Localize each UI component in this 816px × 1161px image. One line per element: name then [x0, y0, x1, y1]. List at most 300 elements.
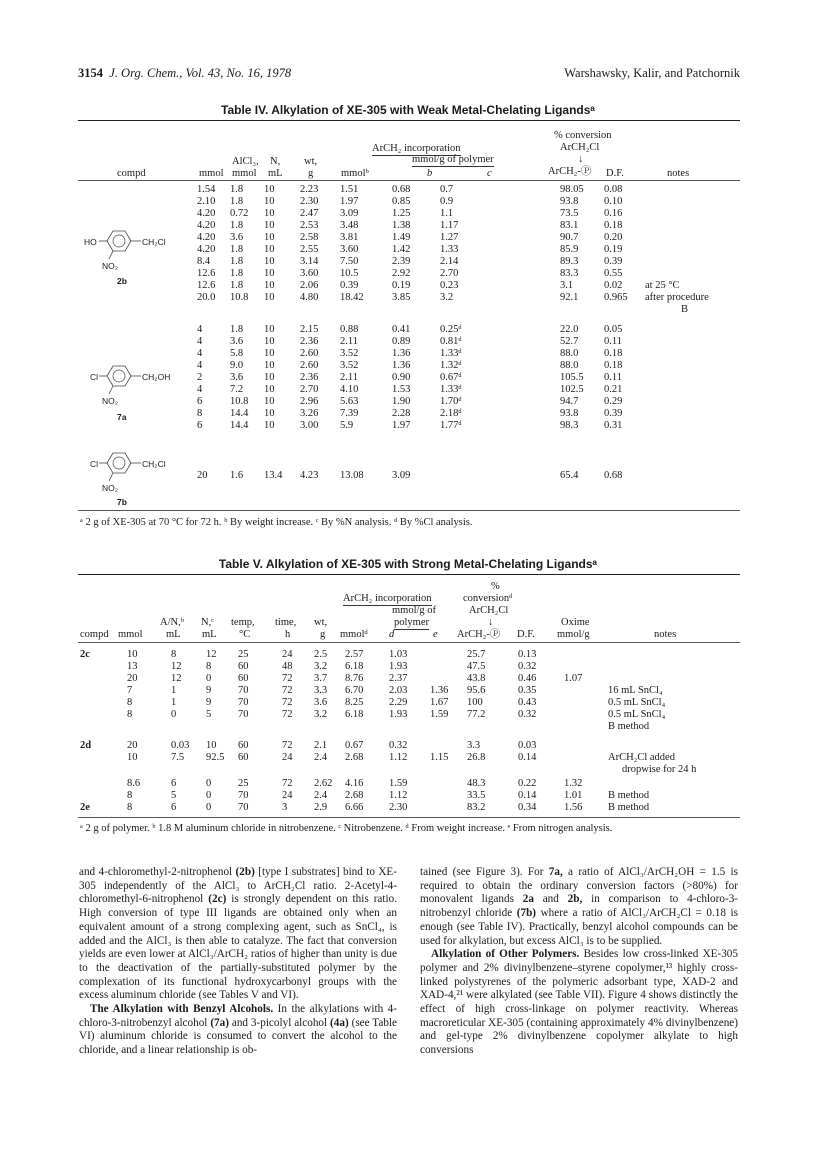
table5-cell: 0.03	[171, 740, 190, 751]
table5-cell: 70	[238, 697, 249, 708]
text-run: in comparison to 4-chloro-3-nitrobenzyl chloride	[420, 893, 739, 920]
table4-cell: 0.16	[604, 208, 623, 219]
header-compd: compd	[80, 629, 109, 640]
table4-cell: 4.10	[340, 384, 359, 395]
header-incorporation-sub: mmol/g of polymer	[412, 154, 494, 165]
table4-cell: 2.70	[440, 268, 459, 279]
header-wt: wt,	[314, 617, 328, 628]
table5-cell: 0.32	[389, 740, 408, 751]
table4-cell: 0.05	[604, 324, 623, 335]
table4-cell: at 25 °C	[645, 280, 680, 291]
table4-cell: 0.19	[604, 244, 623, 255]
table5-cell: 0.13	[518, 649, 537, 660]
table4-cell: 10	[264, 372, 275, 383]
table4-cell: 10	[264, 208, 275, 219]
table5-cell: 1	[171, 685, 177, 696]
table5-cell: 3.7	[314, 673, 328, 684]
table5-cell: 8	[171, 649, 177, 660]
table4-cell: 1.70ᵈ	[440, 396, 462, 407]
text-run: (7a)	[210, 1016, 229, 1029]
table5-cell: 9	[206, 697, 212, 708]
table4-cell: 3.52	[340, 360, 359, 371]
table5-cell: 0.03	[518, 740, 537, 751]
header-incorporation: ArCH₂ incorporation	[343, 593, 432, 604]
table4-cell: 2.23	[300, 184, 319, 195]
table4-cell: 10	[264, 280, 275, 291]
header-conversion-from: ArCH₂Cl	[469, 605, 509, 616]
header-conversion-to: ArCH₂-Ⓟ	[457, 629, 501, 640]
table5-cell: ArCH₂Cl added	[608, 752, 675, 763]
table5-cell: 77.2	[467, 709, 486, 720]
table5-cell: 0	[206, 778, 212, 789]
table4-cell: 1.17	[440, 220, 459, 231]
table5-cell: 1.93	[389, 661, 408, 672]
table5-cell: 72	[282, 740, 293, 751]
header-mmolb: mmolᵇ	[341, 168, 369, 179]
section-heading: Alkylation of Other Polymers.	[431, 948, 580, 961]
table4-cell: 0.29	[604, 396, 623, 407]
table5-cell: 1.56	[564, 802, 583, 813]
table4-cell: 92.1	[560, 292, 579, 303]
table5-cell: 7	[127, 685, 133, 696]
table5-cell: 2.5	[314, 649, 328, 660]
header-an-unit: mL	[166, 629, 181, 640]
table4-cell: 89.3	[560, 256, 579, 267]
table4-cell: 20.0	[197, 292, 216, 303]
table4-cell: 88.0	[560, 348, 579, 359]
table4-cell: 2.36	[300, 336, 319, 347]
table4-cell: 4.80	[300, 292, 319, 303]
table5-cell: 25	[238, 649, 249, 660]
text-run: (7b)	[516, 907, 537, 920]
table5-cell: 0.43	[518, 697, 537, 708]
table4-cell: 0.20	[604, 232, 623, 243]
paragraph	[420, 948, 738, 1058]
table4-cell: 14.4	[230, 420, 249, 431]
table4-cell: 4.20	[197, 232, 216, 243]
table5-cell: 2.30	[389, 802, 408, 813]
table4-cell: 18.42	[340, 292, 364, 303]
table5-cell: 70	[238, 802, 249, 813]
table5-cell: 72	[282, 685, 293, 696]
table5-cell: 3.6	[314, 697, 328, 708]
table5-cell: 2.62	[314, 778, 333, 789]
table4-cell: 5.8	[230, 348, 244, 359]
table5-cell: 0	[206, 790, 212, 801]
table4-cell: 0.41	[392, 324, 411, 335]
table5-cell: 72	[282, 778, 293, 789]
table4-cell: 0.31	[604, 420, 623, 431]
text-run: and	[533, 893, 568, 906]
table4-cell: 0.21	[604, 384, 623, 395]
table4-cell: 10	[264, 384, 275, 395]
table4-cell: 10.5	[340, 268, 359, 279]
table4-cell: 0.08	[604, 184, 623, 195]
table5-cell: 1.03	[389, 649, 408, 660]
table5-cell: 6.70	[345, 685, 364, 696]
table5-cell: 0.14	[518, 790, 537, 801]
table4-cell: 3.00	[300, 420, 319, 431]
table4-cell: 2.28	[392, 408, 411, 419]
table4-cell: 1.51	[340, 184, 359, 195]
table5-cell: 26.8	[467, 752, 486, 763]
table4-footnote: ᵃ 2 g of XE-305 at 70 °C for 72 h. ᵇ By weight increase. ᶜ By %N analysis. ᵈ By %Cl analysis.	[80, 517, 473, 528]
table4-bottom-rule	[78, 510, 740, 511]
table4-cell: B	[681, 304, 689, 315]
table4-cell: 1.38	[392, 220, 411, 231]
table4-cell: 10.8	[230, 396, 249, 407]
table5-cell: 5	[171, 790, 177, 801]
running-header	[78, 66, 740, 82]
table4-cell: 2.60	[300, 360, 319, 371]
header-n: N,	[270, 156, 281, 167]
table4-cell: 4	[197, 348, 203, 359]
table4-cell: 2.39	[392, 256, 411, 267]
compound-7a-sub: NO₂	[102, 396, 119, 406]
paragraph	[79, 1003, 397, 1058]
table4-top-rule	[78, 120, 740, 121]
table4-cell: 4	[197, 384, 203, 395]
text-run: 2b,	[567, 893, 583, 906]
table4-cell: 2.30	[300, 196, 319, 207]
table4-cell: 0.18	[604, 348, 623, 359]
header-mmold: mmolᵈ	[340, 629, 368, 640]
table5-cell: 4.16	[345, 778, 364, 789]
table4-cell: 1.1	[440, 208, 454, 219]
table4-cell: 22.0	[560, 324, 579, 335]
header-temp-unit: °C	[239, 629, 251, 640]
table5-cell: 8	[127, 790, 133, 801]
table4-cell: 1.8	[230, 196, 244, 207]
body-column-right	[420, 866, 738, 1058]
table4-cell: 10	[264, 256, 275, 267]
header-conversion-arrow-icon: ↓	[578, 154, 584, 165]
table5-cell: 8.6	[127, 778, 141, 789]
header-temp: temp,	[231, 617, 255, 628]
table4-cell: 1.36	[392, 360, 411, 371]
header-compd: compd	[117, 168, 146, 179]
table4-cell: 1.32ᵈ	[440, 360, 462, 371]
page-number: 3154	[78, 66, 103, 80]
table4-cell: 2.14	[440, 256, 459, 267]
table5-cell: 6.66	[345, 802, 364, 813]
table4-cell: 1.27	[440, 232, 459, 243]
table5-cell: 72	[282, 673, 293, 684]
table5-cell: 20	[127, 740, 138, 751]
table4-cell: 83.3	[560, 268, 579, 279]
text-run: (4a)	[330, 1016, 349, 1029]
table4-cell: 3.85	[392, 292, 411, 303]
paragraph	[79, 866, 397, 1003]
table4-cell: 5.9	[340, 420, 354, 431]
table4-cell: 7.2	[230, 384, 244, 395]
table5-cell: 2.68	[345, 752, 364, 763]
table5-cell: 0.14	[518, 752, 537, 763]
table4-cell: 93.8	[560, 196, 579, 207]
header-b: b	[427, 168, 433, 179]
table4-cell: 4.20	[197, 208, 216, 219]
table5-cell: 1.07	[564, 673, 583, 684]
table5-cell: 12	[206, 649, 217, 660]
table4-cell: 0.89	[392, 336, 411, 347]
table4-cell: 2.15	[300, 324, 319, 335]
header-conversion-to: ArCH₂-Ⓟ	[548, 166, 592, 177]
authors: Warshawsky, Kalir, and Patchornik	[564, 66, 740, 80]
table4-cell: 1.8	[230, 268, 244, 279]
table4-cell: 1.8	[230, 184, 244, 195]
header-oxime: Oxime	[561, 617, 590, 628]
table5-cell: 10	[127, 649, 138, 660]
header-n-unit: mL	[268, 168, 283, 179]
header-conversion: % conversion	[554, 130, 612, 141]
table5-cell: 2.57	[345, 649, 364, 660]
table4-cell: 2.11	[340, 372, 358, 383]
table4-cell: 8	[197, 408, 203, 419]
table4-cell: 10	[264, 420, 275, 431]
table4-cell: 10	[264, 244, 275, 255]
table4-cell: 3.52	[340, 348, 359, 359]
text-run: a ratio of AlCl₃/ArCH₂OH = 1.5 is required to obtain the ordinary conversion factors (>80%) for monovalent ligands	[420, 866, 738, 906]
table4-cell: 3.6	[230, 372, 244, 383]
table5-cell: 70	[238, 709, 249, 720]
table5-cell: 25.7	[467, 649, 486, 660]
table4-cell: 10	[264, 408, 275, 419]
table4-cell: 0.72	[230, 208, 249, 219]
table4-cell: 1.8	[230, 220, 244, 231]
table5-cell: B method	[608, 790, 650, 801]
table4-cell: 0.9	[440, 196, 454, 207]
table4-cell: 6	[197, 420, 203, 431]
text-run: (2c)	[208, 893, 227, 906]
table4-cell: 3.2	[440, 292, 454, 303]
table4-cell: 0.85	[392, 196, 411, 207]
table4-cell: 52.7	[560, 336, 579, 347]
header-alcl3-unit: mmol	[232, 168, 257, 179]
table4-cell: 10	[264, 360, 275, 371]
header-e: e	[433, 629, 438, 640]
table5-cell: 83.2	[467, 802, 486, 813]
table4-cell: 0.965	[604, 292, 628, 303]
text-run: In the alkylations with 4-chloro-3-nitrobenzyl alcohol	[79, 1003, 398, 1029]
table5-cell: 8	[127, 802, 133, 813]
header-notes: notes	[654, 629, 677, 640]
compound-7a-label: 7a	[117, 412, 127, 422]
table5-cell: 7.5	[171, 752, 185, 763]
table5-cell: 1.32	[564, 778, 583, 789]
table5-cell: 6	[171, 778, 177, 789]
table4-cell: 1.49	[392, 232, 411, 243]
header-conversion: conversionᵈ	[463, 593, 513, 604]
table5-cell: 3.2	[314, 661, 328, 672]
table5-cell: 47.5	[467, 661, 486, 672]
table5-cell: 9	[206, 685, 212, 696]
table4-cell: 0.19	[392, 280, 411, 291]
table4-cell: 0.39	[340, 280, 359, 291]
table4-cell: 88.0	[560, 360, 579, 371]
text-run: tained (see Figure 3). For	[420, 866, 549, 878]
table5-cell: 2.9	[314, 802, 328, 813]
table4-cell: 13.4	[264, 470, 283, 481]
table4-cell: 1.90	[392, 396, 411, 407]
table4-cell: 0.88	[340, 324, 359, 335]
paragraph	[420, 866, 738, 948]
table5-cell: 1.36	[430, 685, 449, 696]
header-conversion-arrow-icon: ↓	[488, 617, 494, 628]
table5-cell: 43.8	[467, 673, 486, 684]
table4-cell: 10	[264, 396, 275, 407]
table4-cell: 0.18	[604, 220, 623, 231]
table5-cell: 6	[171, 802, 177, 813]
header-notes: notes	[667, 168, 690, 179]
table5-cell: 60	[238, 752, 249, 763]
table5-cell: 24	[282, 790, 293, 801]
table4-cell: 1.97	[340, 196, 359, 207]
table4-cell: 1.54	[197, 184, 216, 195]
table5-cell: 2.4	[314, 752, 328, 763]
header-d: d	[389, 629, 395, 640]
table4-cell: 10	[264, 196, 275, 207]
table5-cell: 3.2	[314, 709, 328, 720]
table5-cell: 33.5	[467, 790, 486, 801]
text-run: is strongly dependent on this ratio. High conversion of type III ligands are obtained only when an equivalent amount of a strong complexing agent, such as SnCl₄, is added and the AlCl₃ is then able to catalyze. The fact that conversion yields are even lower at AlCl₃/ArCH₂ ratios of higher than unity is due to the deactivation of the partially-substituted polymer by the complexation of its functional hydroxycarbonyl groups with the excess aluminum chloride (see Tables V and VI).	[79, 893, 397, 1002]
table5-cell: 1.01	[564, 790, 583, 801]
header-df: D.F.	[517, 629, 535, 640]
table4-cell: 0.25ᵈ	[440, 324, 462, 335]
table4-cell: 3.09	[340, 208, 359, 219]
table4-cell: 0.02	[604, 280, 623, 291]
header-time: time,	[275, 617, 297, 628]
compound-7b-right: CH₂Cl	[142, 459, 166, 469]
table4-cell: 10	[264, 232, 275, 243]
table4-cell: 2.18ᵈ	[440, 408, 462, 419]
header-conversion-from: ArCH₂Cl	[560, 142, 600, 153]
table4-cell: 4.23	[300, 470, 319, 481]
table4-cell: 3.09	[392, 470, 411, 481]
table5-cell: 2.03	[389, 685, 408, 696]
table5-cell: 8	[127, 709, 133, 720]
table5-cell: 2d	[80, 740, 92, 751]
table4-cell: 0.18	[604, 360, 623, 371]
table5-cell: 0.22	[518, 778, 537, 789]
header-alcl3: AlCl₃,	[232, 156, 259, 167]
table5-cell: 0.67	[345, 740, 364, 751]
table5-cell: 1.67	[430, 697, 449, 708]
table4-cell: 0.23	[440, 280, 459, 291]
compound-2b-right: CH₂Cl	[142, 237, 166, 247]
table4-cell: 93.8	[560, 408, 579, 419]
table5-cell: 1.93	[389, 709, 408, 720]
table5-cell: 16 mL SnCl₄	[608, 685, 663, 696]
table4-cell: 13.08	[340, 470, 364, 481]
table4-cell: 73.5	[560, 208, 579, 219]
table4-cell: 105.5	[560, 372, 584, 383]
table4-cell: 0.67ᵈ	[440, 372, 462, 383]
table5-cell: 0.46	[518, 673, 537, 684]
table5-cell: 60	[238, 740, 249, 751]
table5-cell: 2.37	[389, 673, 408, 684]
table5-cell: 8	[206, 661, 212, 672]
table5-cell: 3.3	[467, 740, 481, 751]
table4-cell: 9.0	[230, 360, 244, 371]
text-run: (see Table VI) aluminum chloride is consumed to convert the alcohol to the chloride, and a linear relationship is ob-	[79, 1016, 397, 1057]
table5-cell: 70	[238, 790, 249, 801]
table5-cell: 24	[282, 649, 293, 660]
table4-cell: 4.20	[197, 220, 216, 231]
table4-cell: after procedure	[645, 292, 709, 303]
header-wt-unit: g	[320, 629, 326, 640]
table4-cell: 7.50	[340, 256, 359, 267]
table4-cell: 10	[264, 324, 275, 335]
table4-cell: 8.4	[197, 256, 211, 267]
table4-cell: 1.36	[392, 348, 411, 359]
table4-cell: 10	[264, 220, 275, 231]
table4-cell: 6	[197, 396, 203, 407]
table5-cell: 70	[238, 685, 249, 696]
table4-cell: 3.26	[300, 408, 319, 419]
table5-cell: 8	[127, 697, 133, 708]
table4-cell: 1.25	[392, 208, 411, 219]
table4-cell: 1.8	[230, 280, 244, 291]
table5-cell: 0	[206, 673, 212, 684]
table4-cell: 0.55	[604, 268, 623, 279]
compound-7b-left: Cl	[90, 459, 99, 469]
table5-cell: 3	[282, 802, 288, 813]
table4-cell: 0.39	[604, 256, 623, 267]
table4-cell: 0.39	[604, 408, 623, 419]
journal-citation: J. Org. Chem., Vol. 43, No. 16, 1978	[109, 66, 292, 80]
table5-cell: 20	[127, 673, 138, 684]
table4-cell: 2.36	[300, 372, 319, 383]
table5-cell: 6.18	[345, 661, 364, 672]
table4-cell: 2.10	[197, 196, 216, 207]
header-mmol: mmol	[118, 629, 143, 640]
table5-cell: 2.4	[314, 790, 328, 801]
table4-cell: 14.4	[230, 408, 249, 419]
table4-cell: 0.68	[392, 184, 411, 195]
table4-cell: 2.55	[300, 244, 319, 255]
table5-cell: 2.1	[314, 740, 328, 751]
table4-cell: 2.92	[392, 268, 411, 279]
table5-cell: 0	[171, 709, 177, 720]
table5-cell: 60	[238, 673, 249, 684]
header-n: N,ᶜ	[201, 617, 214, 628]
table4-cell: 0.90	[392, 372, 411, 383]
text-run: and 3-picolyl alcohol	[228, 1016, 331, 1029]
table5-cell: 2c	[80, 649, 90, 660]
table4-cell: 10	[264, 268, 275, 279]
table4-cell: 94.7	[560, 396, 579, 407]
text-run: where a ratio of AlCl₃/ArCH₂Cl = 0.18 is enough (see Table IV). Practically, benzyl alcohol compounds can be used for alkylation, but excess AlCl₃ is to be supplied.	[420, 907, 738, 947]
header-an: A/N,ᵇ	[160, 617, 184, 628]
text-run: and 4-chloromethyl-2-nitrophenol	[79, 866, 236, 878]
table4-cell: 10.8	[230, 292, 249, 303]
body-column-left	[79, 866, 397, 1058]
table4-cell: 1.33	[440, 244, 459, 255]
header-n-unit: mL	[202, 629, 217, 640]
table5-cell: 12	[171, 661, 182, 672]
table5-footnote: ᵃ 2 g of polymer. ᵇ 1.8 M aluminum chloride in nitrobenzene. ᶜ Nitrobenzene. ᵈ From weight increase. ᵉ From nitrogen analysis.	[80, 823, 613, 834]
table4-cell: 2	[197, 372, 203, 383]
table4-cell: 10	[264, 336, 275, 347]
header-wt: wt,	[304, 156, 318, 167]
table5-cell: 1.59	[389, 778, 408, 789]
table4-cell: 65.4	[560, 470, 579, 481]
table4-cell: 2.53	[300, 220, 319, 231]
table4-cell: 83.1	[560, 220, 579, 231]
table5-cell: 0.32	[518, 661, 537, 672]
table4-cell: 0.10	[604, 196, 623, 207]
table4-cell: 4.20	[197, 244, 216, 255]
